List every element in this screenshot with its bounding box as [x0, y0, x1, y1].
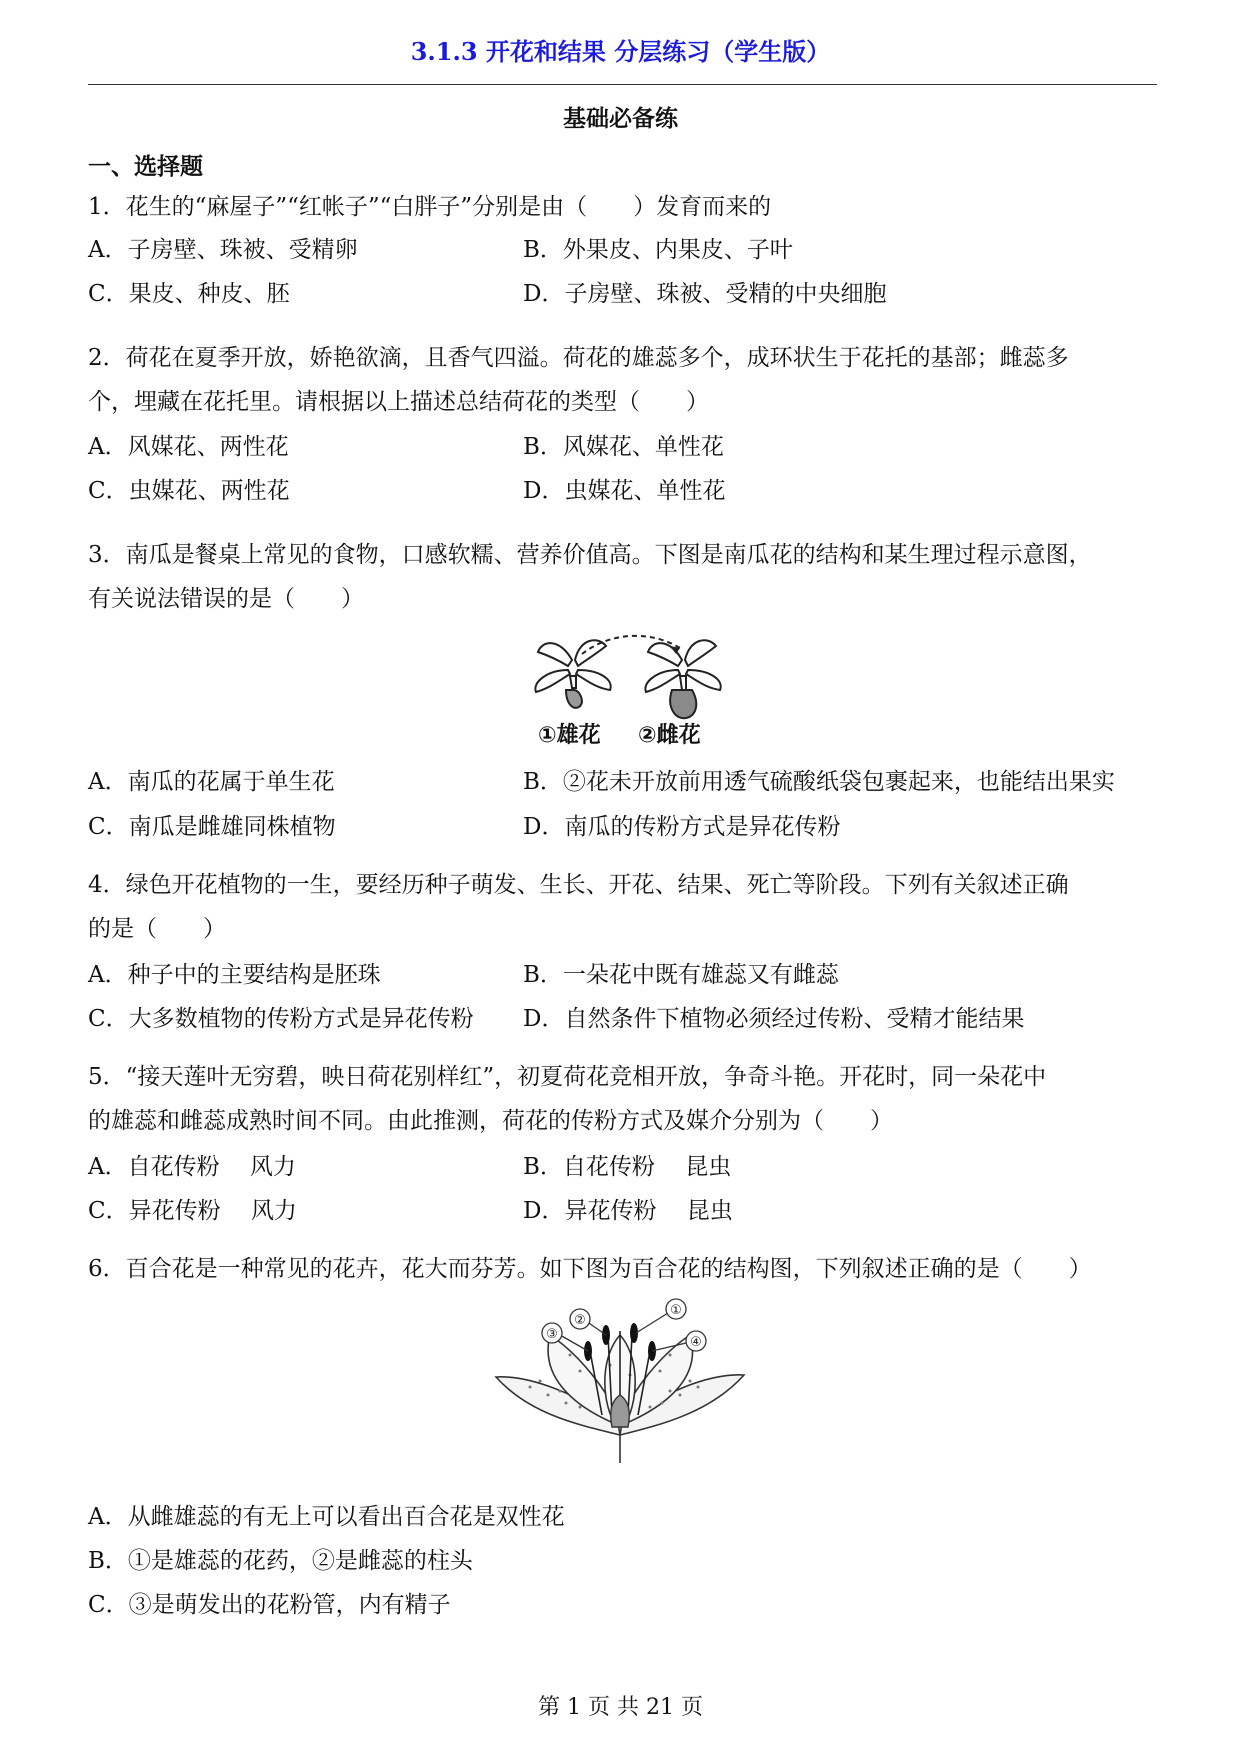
- question-2-option-b: B．风媒花、单性花: [523, 434, 724, 460]
- question-2-option-a: A．风媒花、两性花: [88, 434, 289, 460]
- label-2: ②: [574, 1313, 586, 1328]
- part-heading: 一、选择题: [88, 153, 203, 180]
- question-3-stem-line-1: 3．南瓜是餐桌上常见的食物，口感软糯、营养价值高。下图是南瓜花的结构和某生理过程示意图，: [88, 542, 1092, 568]
- question-1-option-c: C．果皮、种皮、胚: [88, 281, 290, 307]
- question-1-stem: 1．花生的“麻屋子”“红帐子”“白胖子”分别是由（ ）发育而来的: [88, 194, 772, 220]
- question-4-option-b: B．一朵花中既有雄蕊又有雌蕊: [523, 962, 839, 988]
- female-flower-drawing: [645, 640, 720, 718]
- question-4-stem-line-2: 的是（ ）: [88, 916, 226, 942]
- section-title: 基础必备练: [563, 105, 678, 132]
- question-6-option-a: A．从雌雄蕊的有无上可以看出百合花是双性花: [88, 1504, 565, 1530]
- question-3-option-c: C．南瓜是雌雄同株植物: [88, 814, 336, 840]
- question-1-option-b: B．外果皮、内果皮、子叶: [523, 237, 793, 263]
- question-3-option-b: B．②花未开放前用透气硫酸纸袋包裹起来，也能结出果实: [523, 769, 1115, 795]
- question-1-option-d: D．子房壁、珠被、受精的中央细胞: [523, 281, 887, 307]
- pumpkin-flower-figure: [520, 630, 730, 730]
- question-4-option-c: C．大多数植物的传粉方式是异花传粉: [88, 1006, 474, 1032]
- question-6-option-c: C．③是萌发出的花粉管，内有精子: [88, 1592, 451, 1618]
- question-5-option-a: A．自花传粉 风力: [88, 1154, 296, 1180]
- question-3-stem-line-2: 有关说法错误的是（ ）: [88, 586, 364, 612]
- label-4: ④: [690, 1335, 702, 1350]
- question-4-option-d: D．自然条件下植物必须经过传粉、受精才能结果: [523, 1006, 1025, 1032]
- question-3-option-a: A．南瓜的花属于单生花: [88, 769, 335, 795]
- question-5-stem-line-1: 5．“接天莲叶无穷碧，映日荷花别样红”，初夏荷花竞相开放，争奇斗艳。开花时，同一朵花中: [88, 1064, 1047, 1090]
- question-3-option-d: D．南瓜的传粉方式是异花传粉: [523, 814, 841, 840]
- question-5-option-c: C．异花传粉 风力: [88, 1198, 297, 1224]
- male-flower-label: ①雄花: [538, 723, 601, 748]
- page-footer: 第 1 页 共 21 页: [538, 1695, 703, 1720]
- question-2-stem-line-2: 个，埋藏在花托里。请根据以上描述总结荷花的类型（ ）: [88, 389, 709, 415]
- question-2-stem-line-1: 2．荷花在夏季开放，娇艳欲滴，且香气四溢。荷花的雄蕊多个，成环状生于花托的基部；雌蕊多: [88, 345, 1069, 371]
- label-1: ①: [670, 1303, 682, 1318]
- question-4-stem-line-1: 4．绿色开花植物的一生，要经历种子萌发、生长、开花、结果、死亡等阶段。下列有关叙述正确: [88, 872, 1069, 898]
- question-6-option-b: B．①是雄蕊的花药，②是雌蕊的柱头: [88, 1548, 473, 1574]
- question-4-option-a: A．种子中的主要结构是胚珠: [88, 962, 381, 988]
- female-flower-label: ②雌花: [638, 723, 701, 748]
- question-6-stem: 6．百合花是一种常见的花卉，花大而芬芳。如下图为百合花的结构图，下列叙述正确的是（ ）: [88, 1256, 1092, 1282]
- male-flower-drawing: [535, 640, 610, 708]
- header-divider: [88, 84, 1157, 85]
- question-5-option-d: D．异花传粉 昆虫: [523, 1198, 733, 1224]
- lily-flower-figure: [490, 1295, 750, 1465]
- question-5-option-b: B．自花传粉 昆虫: [523, 1154, 732, 1180]
- question-2-option-c: C．虫媒花、两性花: [88, 478, 290, 504]
- document-title: 3.1.3 开花和结果 分层练习（学生版）: [410, 37, 831, 66]
- question-1-option-a: A．子房壁、珠被、受精卵: [88, 237, 358, 263]
- label-3: ③: [546, 1327, 558, 1342]
- question-2-option-d: D．虫媒花、单性花: [523, 478, 726, 504]
- question-5-stem-line-2: 的雄蕊和雌蕊成熟时间不同。由此推测，荷花的传粉方式及媒介分别为（ ）: [88, 1108, 893, 1134]
